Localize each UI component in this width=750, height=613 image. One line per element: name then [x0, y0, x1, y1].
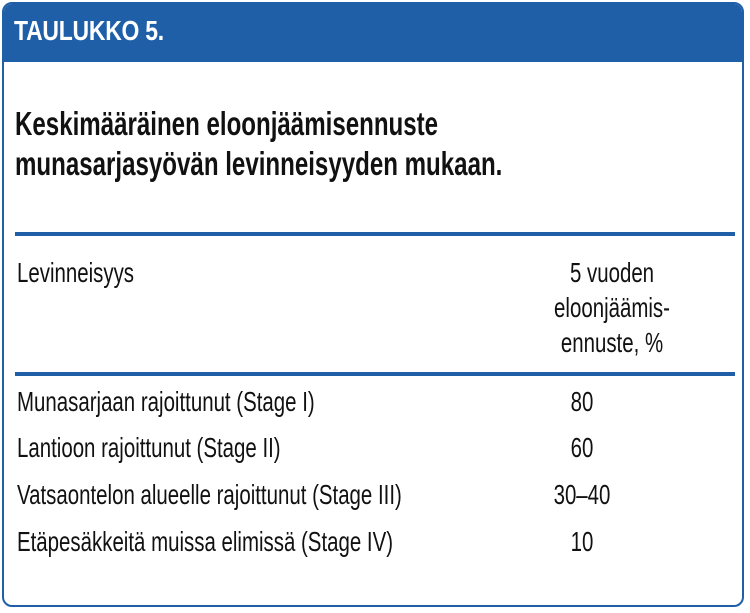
column-header-survival — [517, 255, 707, 360]
header-bar — [4, 4, 742, 62]
table-row-value: 60 — [570, 432, 594, 463]
table-row-value: 30–40 — [553, 479, 611, 510]
table-title-line-2: munasarjasyövän levinneisyyden mukaan. — [15, 145, 503, 182]
column-header-survival-line-3: ennuste, % — [560, 327, 664, 358]
column-header-survival-line-2: eloonjäämis- — [554, 292, 670, 323]
table-number-label: TAULUKKO 5. — [14, 15, 164, 46]
table-row-label: Etäpesäkkeitä muissa elimissä (Stage IV) — [17, 526, 394, 557]
column-header-levinneisyys: Levinneisyys — [17, 257, 135, 288]
table-row-label: Vatsaontelon alueelle rajoittunut (Stage III) — [17, 479, 402, 510]
header-bottom-rule — [15, 372, 735, 376]
column-header-survival-line-1: 5 vuoden — [569, 257, 655, 288]
header-top-rule — [15, 232, 735, 236]
table-row-label: Lantioon rajoittunut (Stage II) — [17, 432, 281, 463]
table-row-label: Munasarjaan rajoittunut (Stage I) — [17, 386, 315, 417]
table-row-value: 80 — [570, 386, 594, 417]
table-title-line-1: Keskimääräinen eloonjäämisennuste — [15, 105, 439, 142]
table-row-value: 10 — [570, 526, 594, 557]
table-card — [2, 2, 744, 607]
table-title — [15, 104, 672, 184]
